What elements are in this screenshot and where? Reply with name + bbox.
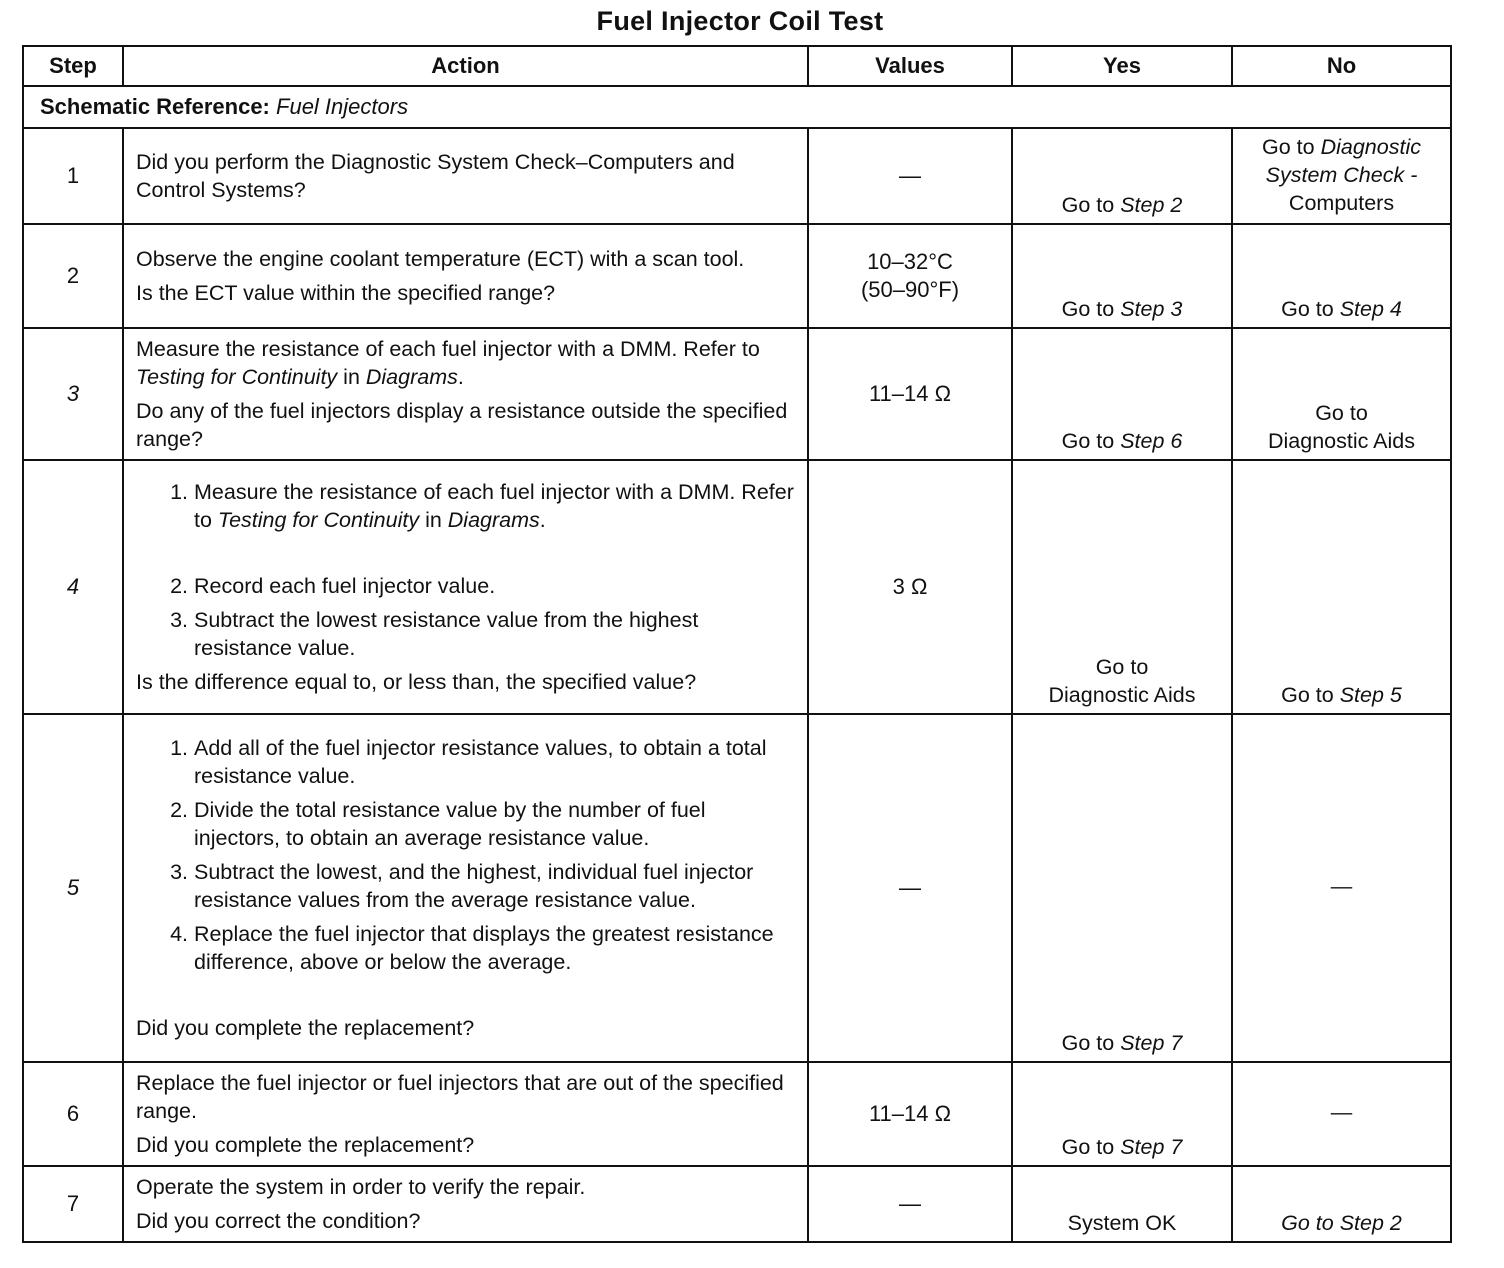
action-question: Do any of the fuel injectors display a resistance outside the specified range? — [136, 399, 788, 451]
header-action: Action — [123, 46, 808, 86]
header-yes: Yes — [1012, 46, 1232, 86]
header-step: Step — [23, 46, 123, 86]
value-celsius: 10–32°C — [867, 249, 953, 274]
go-to-label: Go to — [1095, 655, 1149, 679]
go-to-label: Go to — [1061, 297, 1115, 321]
value-cell: 11–14 Ω — [808, 1062, 1012, 1166]
procedure-list — [136, 478, 797, 662]
no-reference-link[interactable]: Diagnostic System Check - — [1265, 135, 1421, 187]
yes-step-link[interactable]: Step 6 — [1120, 429, 1183, 453]
step-number: 1 — [23, 128, 123, 224]
go-to-label: Go to — [1281, 297, 1334, 321]
table-row — [23, 1166, 1451, 1242]
no-cell — [1232, 460, 1451, 714]
spacer — [136, 982, 797, 1008]
table-row — [23, 1062, 1451, 1166]
header-values: Values — [808, 46, 1012, 86]
table-row — [23, 328, 1451, 460]
table-row — [23, 128, 1451, 224]
yes-cell — [1012, 1062, 1232, 1166]
no-cell — [1232, 224, 1451, 328]
action-cell — [123, 224, 808, 328]
list-item: 1. Measure the resistance of each fuel injector with a DMM. Refer to Testing for Continuity in Diagrams. — [170, 480, 794, 532]
no-cell: — — [1232, 1062, 1451, 1166]
step-number: 3 — [23, 328, 123, 460]
no-step-link[interactable]: Go to Step 2 — [1281, 1211, 1402, 1235]
yes-cell — [1012, 128, 1232, 224]
action-question: Is the difference equal to, or less than, the specified value? — [136, 670, 697, 694]
value-cell: 3 Ω — [808, 460, 1012, 714]
diagnostic-table — [22, 45, 1452, 1243]
header-row — [23, 46, 1451, 86]
action-question: Did you complete the replacement? — [136, 1133, 475, 1157]
value-cell: — — [808, 128, 1012, 224]
go-to-label: Go to — [1281, 683, 1334, 707]
action-text: Did you perform the Diagnostic System Check–Computers and Control Systems? — [136, 150, 735, 202]
action-text: Observe the engine coolant temperature (ECT) with a scan tool. — [136, 247, 745, 271]
list-item: 4. Replace the fuel injector that displays the greatest resistance difference, above or below the average. — [170, 922, 774, 974]
procedure-list — [136, 734, 797, 1008]
go-to-label: Go to — [1061, 429, 1115, 453]
action-cell — [123, 1166, 808, 1242]
schematic-row — [23, 86, 1451, 128]
step-number: 2 — [23, 224, 123, 328]
yes-step-link[interactable]: Step 3 — [1120, 297, 1183, 321]
list-item: 2. Record each fuel injector value. — [170, 574, 496, 598]
yes-cell — [1012, 460, 1232, 714]
yes-step-link[interactable]: Step 7 — [1120, 1135, 1183, 1159]
go-to-label: Go to — [1061, 1135, 1115, 1159]
action-text: Operate the system in order to verify the repair. — [136, 1175, 586, 1199]
page-title: Fuel Injector Coil Test — [596, 6, 884, 36]
go-to-label: Go to — [1262, 135, 1315, 159]
no-reference-sub: Computers — [1288, 191, 1395, 215]
value-cell: — — [808, 1166, 1012, 1242]
table-row — [23, 224, 1451, 328]
schematic-reference — [23, 86, 1451, 128]
no-step-link[interactable]: Step 5 — [1339, 683, 1402, 707]
no-cell: — — [1232, 714, 1451, 1062]
list-item: 1. Add all of the fuel injector resistance values, to obtain a total resistance value. — [170, 736, 767, 788]
action-cell — [123, 128, 808, 224]
step-number: 6 — [23, 1062, 123, 1166]
yes-cell — [1012, 328, 1232, 460]
no-reference-link[interactable]: Diagnostic Aids — [1268, 429, 1415, 453]
no-cell — [1232, 1166, 1451, 1242]
yes-cell: System OK — [1012, 1166, 1232, 1242]
list-item: 3. Subtract the lowest resistance value from the highest resistance value. — [170, 608, 699, 660]
action-cell — [123, 1062, 808, 1166]
yes-cell — [1012, 714, 1232, 1062]
action-cell — [123, 714, 808, 1062]
step-number: 7 — [23, 1166, 123, 1242]
schematic-value: Fuel Injectors — [276, 94, 409, 119]
action-question: Did you complete the replacement? — [136, 1016, 475, 1040]
no-cell — [1232, 128, 1451, 224]
list-item: 2. Divide the total resistance value by the number of fuel injectors, to obtain an average resistance value. — [170, 798, 706, 850]
list-item: 3. Subtract the lowest, and the highest, individual fuel injector resistance values from the average resistance value. — [170, 860, 754, 912]
yes-step-link[interactable]: Step 7 — [1120, 1031, 1183, 1055]
action-text: Measure the resistance of each fuel injector with a DMM. Refer to Testing for Continuity in Diagrams. — [136, 337, 760, 389]
go-to-label: Go to — [1061, 193, 1115, 217]
value-cell: 11–14 Ω — [808, 328, 1012, 460]
action-question: Did you correct the condition? — [136, 1209, 421, 1233]
no-cell — [1232, 328, 1451, 460]
go-to-label: Go to — [1061, 1031, 1115, 1055]
header-no: No — [1232, 46, 1451, 86]
value-cell: — — [808, 714, 1012, 1062]
go-to-label: Go to — [1315, 401, 1368, 425]
action-cell — [123, 460, 808, 714]
action-cell — [123, 328, 808, 460]
step-number: 4 — [23, 460, 123, 714]
spacer — [136, 540, 797, 566]
step-number: 5 — [23, 714, 123, 1062]
value-fahrenheit: (50–90°F) — [860, 277, 960, 302]
action-text: Replace the fuel injector or fuel injectors that are out of the specified range. — [136, 1071, 784, 1123]
action-question: Is the ECT value within the specified range? — [136, 281, 556, 305]
no-step-link[interactable]: Step 4 — [1339, 297, 1402, 321]
value-cell — [808, 224, 1012, 328]
table-row — [23, 714, 1451, 1062]
schematic-label: Schematic Reference: — [40, 94, 270, 119]
table-row — [23, 460, 1451, 714]
yes-step-link[interactable]: Step 2 — [1120, 193, 1183, 217]
yes-reference-link[interactable]: Diagnostic Aids — [1048, 683, 1196, 707]
yes-cell — [1012, 224, 1232, 328]
